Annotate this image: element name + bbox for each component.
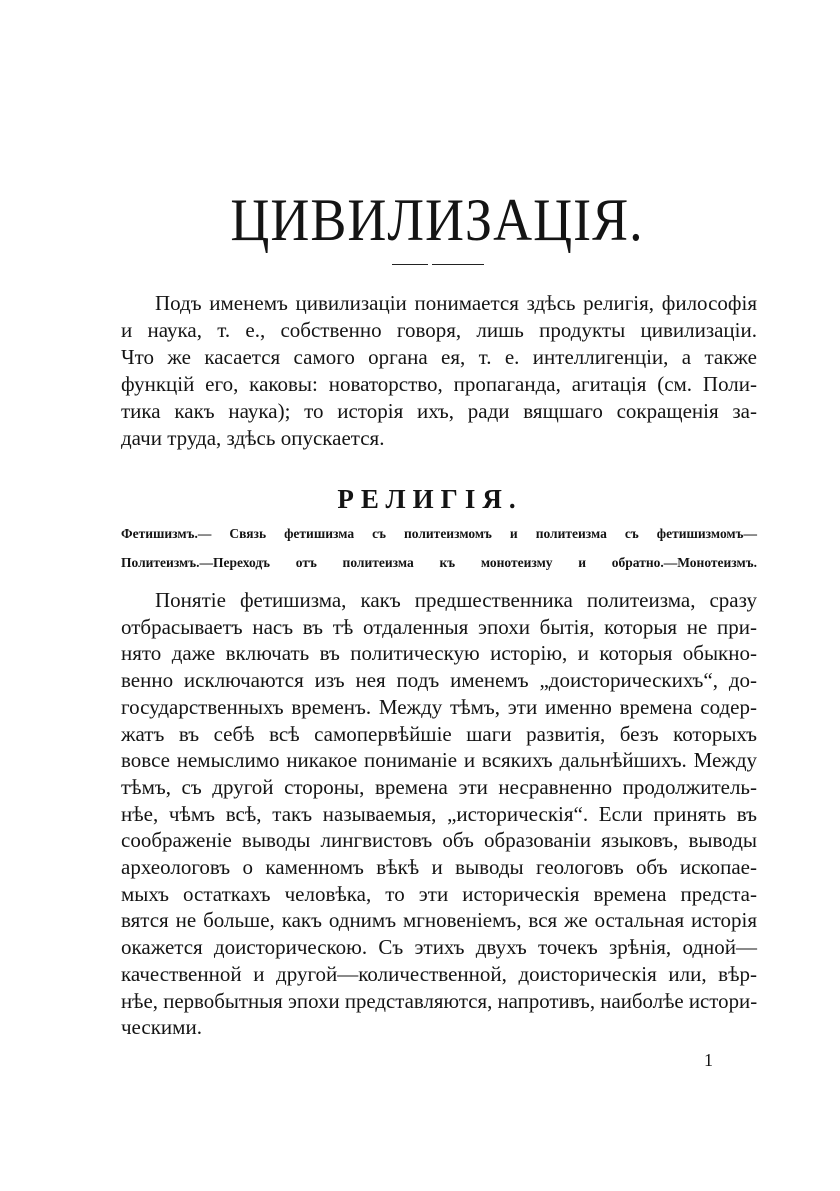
intro-line: функцій его, каковы: новаторство, пропаганда, агитація (см. Поли- xyxy=(121,372,757,396)
body-line: государственныхъ временъ. Между тѣмъ, эти именно времена содер- xyxy=(121,694,757,719)
body-line: ческими. xyxy=(121,1015,202,1040)
intro-paragraph xyxy=(121,290,757,452)
contents-line: Политеизмъ.—Переходъ отъ политеизма къ монотеизму и обратно.—Монотеизмъ. xyxy=(121,555,757,570)
intro-line: дачи труда, здѣсь опускается. xyxy=(121,426,385,450)
section-contents xyxy=(121,519,757,577)
body-line: мыхъ остаткахъ человѣка, то эти историческія времена предста- xyxy=(121,881,757,906)
intro-line: тика какъ наука); то исторія ихъ, ради вящшаго сокращенія за- xyxy=(121,399,757,423)
body-line: нѣе, первобытныя эпохи представляются, напротивъ, наиболѣе истори- xyxy=(121,988,758,1013)
title-divider-right xyxy=(432,264,484,265)
intro-line: Что же касается самого органа ея, т. е. интеллигенціи, а также xyxy=(121,345,757,369)
body-line: жатъ въ себѣ всѣ самопервѣйшіе шаги развитія, безъ которыхъ xyxy=(121,721,757,746)
body-line: окажется доисторическою. Съ этихъ двухъ точекъ зрѣнія, одной— xyxy=(121,935,757,960)
body-line: венно исключаются изъ нея подъ именемъ „доисторическихъ“, до- xyxy=(121,668,757,693)
body-line: нято даже включать въ политическую исторію, и которыя обыкно- xyxy=(121,641,757,666)
body-paragraph xyxy=(121,587,757,1041)
contents-line: Фетишизмъ.— Связь фетишизма съ политеизмомъ и политеизма съ фетишизмомъ— xyxy=(121,526,757,541)
body-line: археологовъ о каменномъ вѣкѣ и выводы геологовъ объ ископае- xyxy=(121,855,757,880)
page-number: 1 xyxy=(704,1050,713,1070)
body-line: нѣе, чѣмъ всѣ, такъ называемыя, „историческія“. Если принять въ xyxy=(121,801,757,826)
title-divider-left xyxy=(392,264,428,265)
body-line: качественной и другой—количественной, доисторическія или, вѣр- xyxy=(121,961,757,986)
body-line: отбрасываетъ насъ въ тѣ отдаленныя эпохи бытія, которыя не при- xyxy=(121,614,757,639)
body-line: тѣмъ, съ другой стороны, времена эти несравненно продолжитель- xyxy=(121,774,757,799)
intro-line: Подъ именемъ цивилизаціи понимается здѣсь религія, философія xyxy=(155,291,757,315)
body-line: вовсе немыслимо никакое пониманіе и всякихъ дальнѣйшихъ. Между xyxy=(121,748,757,773)
body-line: соображеніе выводы лингвистовъ объ образованіи языковъ, выводы xyxy=(121,828,757,853)
section-title: РЕЛИГІЯ. xyxy=(337,484,523,514)
intro-line: и наука, т. е., собственно говоря, лишь продукты цивилизаціи. xyxy=(121,318,757,342)
body-line: Понятіе фетишизма, какъ предшественника политеизма, сразу xyxy=(155,588,757,612)
body-line: вятся не больше, какъ однимъ мгновеніемъ, вся же остальная исторія xyxy=(121,908,757,933)
chapter-title: ЦИВИЛИЗАЦІЯ. xyxy=(230,186,644,254)
